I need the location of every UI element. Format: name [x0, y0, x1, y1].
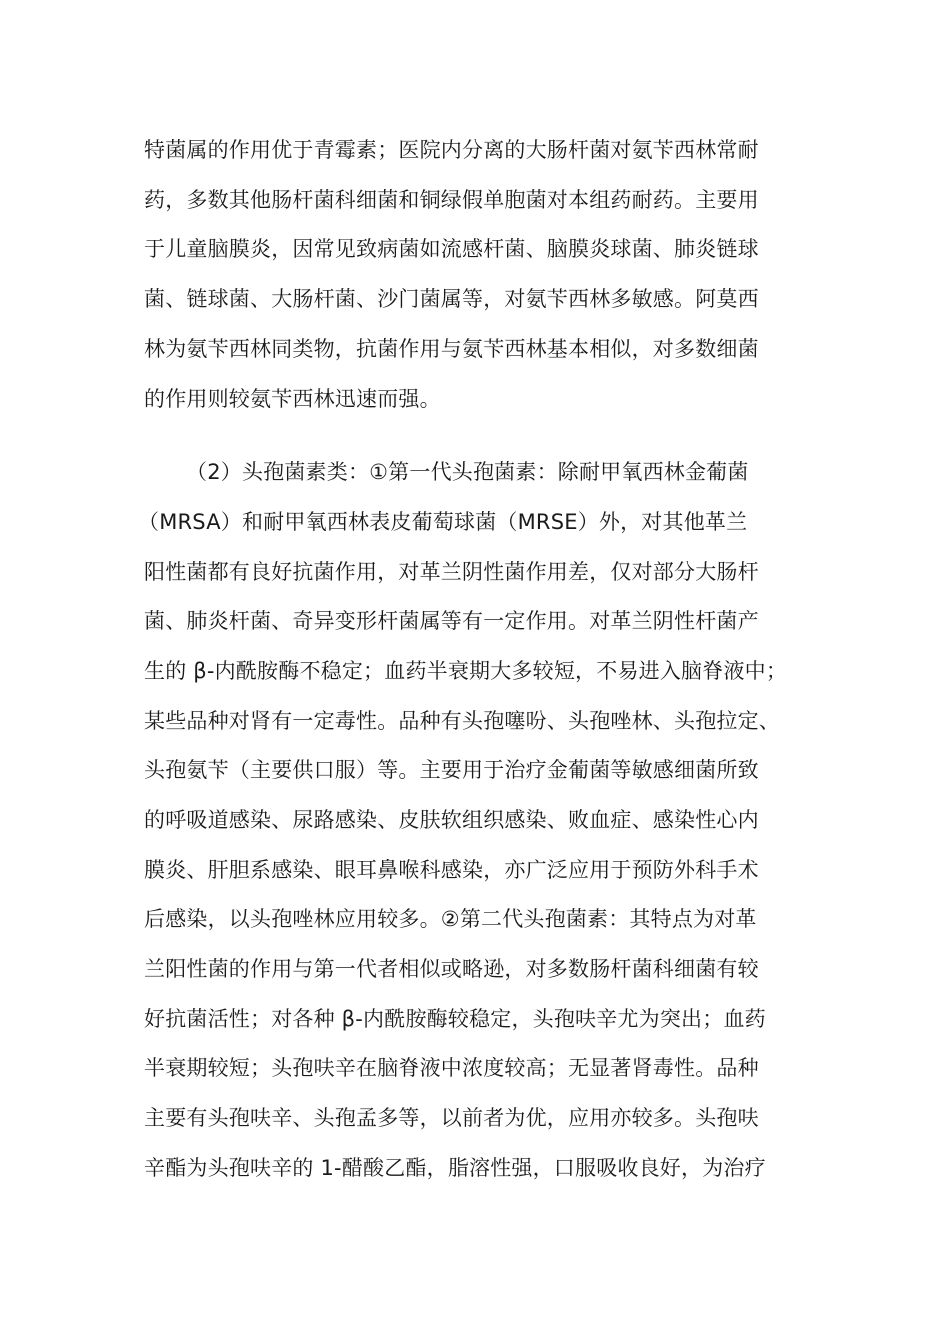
text-line: 菌、肺炎杆菌、奇异变形杆菌属等有一定作用。对革兰阴性杆菌产 [144, 609, 759, 633]
text-line: 好抗菌活性；对各种 β-内酰胺酶较稳定，头孢呋辛尤为突出；血药 [144, 1007, 766, 1031]
text-line: 半衰期较短；头孢呋辛在脑脊液中浓度较高；无显著肾毒性。品种 [144, 1056, 759, 1080]
text-line: 于儿童脑膜炎，因常见致病菌如流感杆菌、脑膜炎球菌、肺炎链球 [144, 237, 759, 261]
text-line: 生的 β-内酰胺酶不稳定；血药半衰期大多较短，不易进入脑脊液中； [144, 659, 788, 683]
text-line: 头孢氨苄（主要供口服）等。主要用于治疗金葡菌等敏感细菌所致 [144, 758, 759, 782]
text-line: 林为氨苄西林同类物，抗菌作用与氨苄西林基本相似，对多数细菌 [144, 337, 759, 361]
text-line: 膜炎、肝胆系感染、眼耳鼻喉科感染，亦广泛应用于预防外科手术 [144, 858, 759, 882]
text-line: 兰阳性菌的作用与第一代者相似或略逊，对多数肠杆菌科细菌有较 [144, 957, 759, 981]
text-line: 菌、链球菌、大肠杆菌、沙门菌属等，对氨苄西林多敏感。阿莫西 [144, 287, 759, 311]
text-line: 后感染，以头孢唑林应用较多。②第二代头孢菌素：其特点为对革 [144, 907, 757, 931]
text-line: 的作用则较氨苄西林迅速而强。 [144, 387, 441, 411]
text-line: （MRSA）和耐甲氧西林表皮葡萄球菌（MRSE）外，对其他革兰 [138, 510, 748, 534]
text-line: 的呼吸道感染、尿路感染、皮肤软组织感染、败血症、感染性心内 [144, 808, 759, 832]
text-line: 阳性菌都有良好抗菌作用，对革兰阴性菌作用差，仅对部分大肠杆 [144, 560, 759, 584]
text-line: 某些品种对肾有一定毒性。品种有头孢噻吩、头孢唑林、头孢拉定、 [144, 709, 780, 733]
text-line: 辛酯为头孢呋辛的 1-醋酸乙酯，脂溶性强，口服吸收良好，为治疗 [144, 1156, 766, 1180]
text-line: 特菌属的作用优于青霉素；医院内分离的大肠杆菌对氨苄西林常耐 [144, 138, 759, 162]
text-line: 主要有头孢呋辛、头孢孟多等，以前者为优，应用亦较多。头孢呋 [144, 1106, 759, 1130]
text-line: 药，多数其他肠杆菌科细菌和铜绿假单胞菌对本组药耐药。主要用 [144, 188, 759, 212]
text-line: （2）头孢菌素类：①第一代头孢菌素：除耐甲氧西林金葡菌 [186, 460, 749, 484]
